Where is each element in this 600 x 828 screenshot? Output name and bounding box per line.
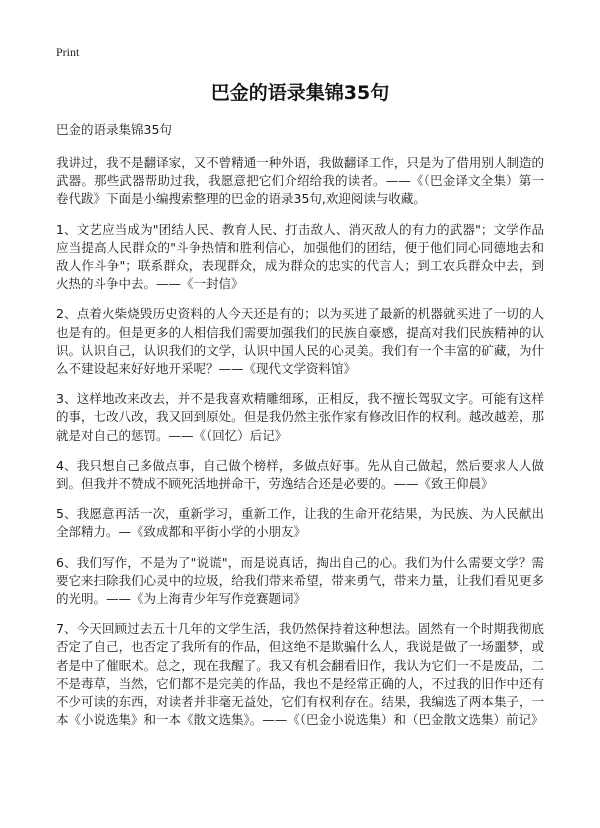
intro-paragraph: 我讲过，我不是翻译家，又不曾精通一种外语，我做翻译工作，只是为了借用别人制造的武器。那些武器帮助过我，我愿意把它们介绍给我的读者。——《（巴金译文全集）第一卷代跋》下面是小编搜索整理的巴金的语录35句,欢迎阅读与收藏。 [56, 155, 544, 207]
article-subtitle: 巴金的语录集锦35句 [56, 122, 172, 137]
print-label[interactable]: Print [56, 45, 80, 59]
quote-paragraph-3: 3、这样地改来改去，并不是我喜欢精雕细琢，正相反，我不擅长驾驭文字。可能有这样的事，七改八改，我又回到原处。但是我仍然主张作家有修改旧作的权利。越改越差，那就是对自己的惩罚。——《（回忆）后记》 [56, 391, 544, 443]
quote-paragraph-5: 5、我愿意再活一次，重新学习，重新工作，让我的生命开花结果，为民族、为人民献出全部精力。—《致成都和平街小学的小朋友》 [56, 506, 544, 540]
quote-paragraph-1: 1、文艺应当成为"团结人民、教育人民、打击敌人、消灭敌人的有力的武器"；文学作品应当提高人民群众的"斗争热情和胜利信心，加强他们的团结，便于他们同心同德地去和敌人作斗争"；联系群众，表现群众，成为群众的忠实的代言人；到工农兵群众中去，到火热的斗争中去。——《一封信》 [56, 221, 544, 292]
quote-paragraph-4: 4、我只想自己多做点事，自己做个榜样，多做点好事。先从自己做起，然后要求人人做到。但我并不赞成不顾死活地拼命干，劳逸结合还是必要的。——《致王仰晨》 [56, 457, 544, 492]
quote-paragraph-6: 6、我们写作，不是为了"说谎"，而是说真话，掏出自己的心。我们为什么需要文学？需要它来扫除我们心灵中的垃圾，给我们带来希望，带来勇气，带来力量，让我们看见更多的光明。——《为上海青少年写作竞赛题词》 [56, 554, 544, 607]
quote-paragraph-7: 7、今天回顾过去五十几年的文学生活，我仍然保持着这种想法。固然有一个时期我彻底否定了自己，也否定了我所有的作品，但这绝不是欺骗什么人，我说是做了一场噩梦，或者是中了催眠术。总之，现在我醒了。我又有机会翻看旧作，我认为它们一不是废品，二不是毒草，当然，它们都不是完美的作品，我也不是经常正确的人，不过我的旧作中还有不少可读的东西，对读者并非毫无益处，它们有权利存在。结果，我编选了两本集子，一本《小说选集》和一本《散文选集》。——《（巴金小说选集）和（巴金散文选集）前记》 [56, 621, 544, 728]
page-title: 巴金的语录集锦35句 [210, 82, 390, 104]
quote-paragraph-2: 2、点着火柴烧毁历史资料的人今天还是有的；以为买进了最新的机器就买进了一切的人也是有的。但是更多的人相信我们需要加强我们的民族自豪感，提高对我们民族精神的认识。认识自己，认识我们的文学，认识中国人民的心灵美。我们有一个丰富的矿藏，为什么不建设起来好好地开采呢？——《现代文学资料馆》 [56, 306, 544, 377]
